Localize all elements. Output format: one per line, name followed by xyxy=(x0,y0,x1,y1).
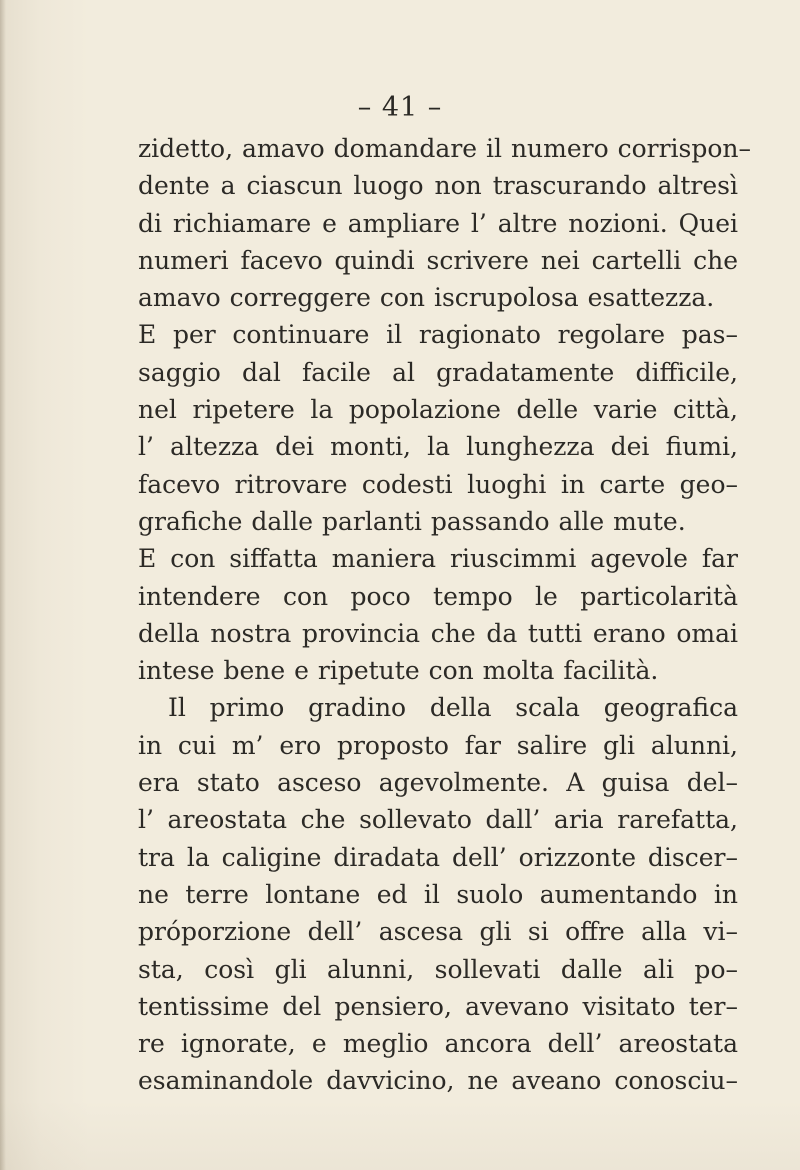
text-line: in cui m’ ero proposto far salire gli alunni, xyxy=(138,730,738,760)
text-line: próporzione dell’ ascesa gli si offre alla vi– xyxy=(138,917,738,947)
text-line: Il primo gradino della scala geografica xyxy=(168,693,738,723)
text-line: dente a ciascun luogo non trascurando altresì xyxy=(138,171,738,201)
text-line: facevo ritrovare codesti luoghi in carte geo– xyxy=(138,469,738,499)
text-line: tra la caligine diradata dell’ orizzonte discer– xyxy=(138,842,738,872)
text-line: l’ altezza dei monti, la lunghezza dei fiumi, xyxy=(138,432,738,462)
text-line: saggio dal facile al gradatamente difficile, xyxy=(138,357,738,387)
text-line: E per continuare il ragionato regolare pas– xyxy=(138,320,738,350)
text-line: esaminandole davvicino, ne aveano conosciu– xyxy=(138,1066,738,1096)
text-line: nel ripetere la popolazione delle varie città, xyxy=(138,395,738,425)
text-line: re ignorate, e meglio ancora dell’ areostata xyxy=(138,1029,738,1059)
text-line: era stato asceso agevolmente. A guisa del– xyxy=(138,768,738,798)
text-line: sta, così gli alunni, sollevati dalle ali po– xyxy=(138,954,738,984)
text-line: E con siffatta maniera riuscimmi agevole far xyxy=(138,544,738,574)
text-line: zidetto, amavo domandare il numero corrispon– xyxy=(138,134,752,163)
text-line: della nostra provincia che da tutti erano omai xyxy=(138,618,738,648)
text-line: intese bene e ripetute con molta facilità. xyxy=(138,656,659,686)
body-text xyxy=(138,130,752,1100)
text-line: di richiamare e ampliare l’ altre nozioni. Quei xyxy=(138,208,738,238)
text-line: ne terre lontane ed il suolo aumentando in xyxy=(138,879,738,909)
text-line: amavo correggere con iscrupolosa esattezza. xyxy=(138,283,715,313)
text-line: tentissime del pensiero, avevano visitato ter– xyxy=(138,991,738,1021)
text-line: l’ areostata che sollevato dall’ aria rarefatta, xyxy=(138,805,738,835)
text-line: grafiche dalle parlanti passando alle mute. xyxy=(138,506,686,536)
text-line: intendere con poco tempo le particolarità xyxy=(138,581,738,611)
text-line: numeri facevo quindi scrivere nei cartelli che xyxy=(138,245,738,275)
page-binding-shadow xyxy=(0,0,6,1170)
page-number: – 41 – xyxy=(357,92,443,123)
